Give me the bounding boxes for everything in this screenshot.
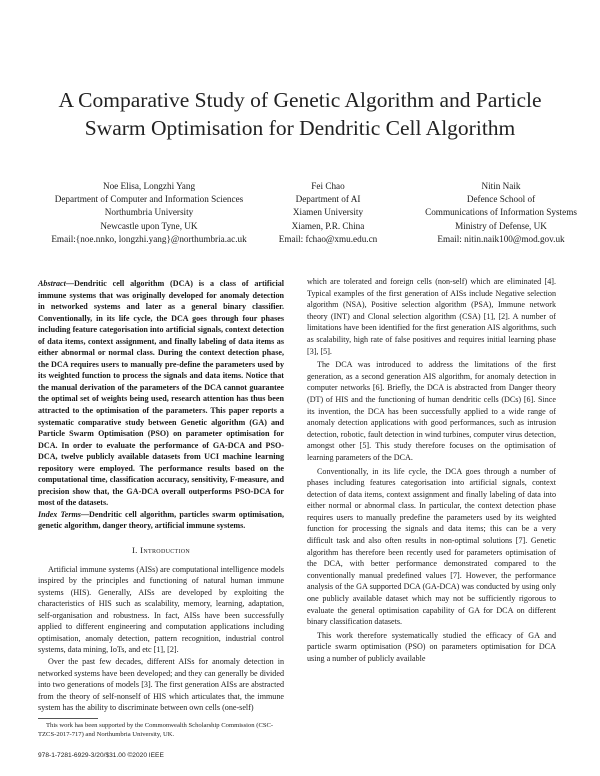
author-affiliation: Ministry of Defense, UK: [455, 220, 547, 231]
paragraph: The DCA was introduced to address the limitations of the first generation, as a second generation AIS algorithm, for anomaly detection in computer networks [6]. Briefly, the DCA is abstracted from Danger theory (DT) of HIS and the functioning of human dendritic cells (DCs) [6]. Since its invention, the DCA has been successfully applied to a wide range of anomaly detection applications with good performances, such as intrusion detection, robotic, fault detection in wind turbines, computer virus detection, amongst other [5]. This study therefore focuses on the optimisation of learning parameters of the DCA.: [307, 360, 556, 462]
abstract-label: Abstract: [38, 279, 66, 288]
paper-title: A Comparative Study of Genetic Algorithm and Particle Swarm Optimisation for Dendritic Cell Algorithm: [58, 88, 542, 140]
author-names: Nitin Naik: [481, 181, 521, 191]
author-names: Noe Elisa, Longzhi Yang: [102, 181, 196, 191]
index-terms-text: —Dendritic cell algorithm, particles swarm optimisation, genetic algorithm, danger theory, artificial immune systems.: [38, 509, 284, 531]
author-affiliation: Northumbria University: [104, 207, 194, 218]
paragraph: Artificial immune systems (AISs) are computational intelligence models inspired by the principles and functioning of natural human immune systems (HIS). Generally, AISs are developed by exploiting the characteristics of HIS such as scalability, memory, learning, adaptation, self-organisation and robustness. In fact, AISs have been successfully applied to different engineering and computation applications including optimisation, anomaly detection, pattern recognition, industrial control systems, data mining, IoTs, and etc [1], [2].: [38, 564, 284, 655]
footnote: This work has been supported by the Commonwealth Scholarship Commission (CSC-TZCS-2017-717) and Northumbria University, UK.: [38, 722, 274, 738]
index-terms: [38, 509, 284, 532]
footnote-rule: [38, 718, 98, 719]
author-affiliation: Department of AI: [295, 194, 361, 205]
author-names: Fei Chao: [311, 181, 345, 191]
author-block-2: [266, 180, 390, 246]
abstract-text: —Dendritic cell algorithm (DCA) is a class of artificial immune systems that was originally developed for anomaly detection in networked systems and later as a general binary classifier. Conventionally, in its life cycle, the DCA goes through four phases including feature categorisation into artificial signals, context detection of data items, context assignment, and finally labeling of data items as either abnormal or normal class. During the context detection phase, the DCA requires users to manually pre-define the parameters used by its weighted function to process the signals and data items. Notice that the manual derivation of the parameters of the DCA cannot guarantee the optimal set of weights being used, research attention has thus been attracted to the optimisation of the parameters. This paper reports a systematic comparative study between Genetic algorithm (GA) and Particle Swarm Optimisation (PSO) on parameter optimisation for DCA. In order to evaluate the performance of GA-DCA and PSO-DCA, twelve publicly available datasets from UCI machine learning repository were employed. The performance results based on the computational time, classification accuracy, sensitivity, F-measure, and precision show that, the GA-DCA overall outperforms PSO-DCA for most of the datasets.: [38, 279, 284, 508]
left-column: [38, 278, 284, 714]
author-email: Email: fchao@xmu.edu.cn: [278, 233, 378, 244]
paragraph: Conventionally, in its life cycle, the DCA goes through a number of phases including features categorisation into artificial signals, context detection of data items, context assignment and finally labeling of data into either normal or abnormal class. In particular, the context detection phase requires users to manually predefine the parameters used by its weighted function for processing the signals and data items; this can be a very difficult task and also often results in non-optimal solutions [7]. Genetic algorithm has therefore been recently used for parameters optimisation of the DCA, with better performance demonstrated compared to the conventionally manual predefined values [7]. However, the performance analysis of the GA supported DCA (GA-DCA) was conducted by using only one publicly available dataset which may not be sufficiently rigorous to evaluate the general optimisation capability of GA for DCA on different binary classification datasets.: [307, 466, 556, 627]
paragraph: Over the past few decades, different AISs for anomaly detection in networked systems have been developed; and they can generally be divided into two generations of models [3]. The first generation AISs are abstracted from the theory of self-nonself of HIS which articulates that, the immune system has the ability to discriminate between own cells (one-self): [38, 656, 284, 713]
paragraph: This work therefore systematically studied the efficacy of GA and particle swarm optimisation (PSO) on parameters optimisation for DCA using a number of publicly available: [307, 630, 556, 663]
isbn-line: 978-1-7281-6929-3/20/$31.00 ©2020 IEEE: [38, 752, 164, 759]
index-terms-label: Index Terms: [38, 509, 81, 519]
author-block-3: [408, 180, 594, 246]
paragraph: which are tolerated and foreign cells (non-self) which are eliminated [4]. Typical examples of the first generation of AISs include Negative selection algorithm (NSA), Positive selection algorithm (PSA), Immune network theory (INT) and Clonal selection algorithm (CSA) [1], [2]. A number of limitations have been identified for the first generation AIS algorithms, such as scalability, high rate of false positives and requires initial learning phase [3], [5].: [307, 277, 556, 356]
author-affiliation: Newcastle upon Tyne, UK: [100, 220, 198, 231]
author-affiliation: Xiamen, P.R. China: [291, 220, 365, 231]
right-column: [307, 276, 556, 667]
section-heading: I. Introduction: [131, 545, 191, 556]
author-affiliation: Communications of Information Systems: [425, 207, 577, 218]
author-block-1: [18, 180, 280, 246]
abstract: [38, 278, 284, 509]
author-email: Email: nitin.naik100@mod.gov.uk: [437, 233, 565, 244]
author-affiliation: Defence School of: [466, 194, 536, 205]
author-affiliation: Xiamen University: [292, 207, 364, 218]
author-email: Email:{noe.nnko, longzhi.yang}@northumbria.ac.uk: [51, 233, 247, 244]
author-affiliation: Department of Computer and Information Sciences: [54, 194, 244, 205]
